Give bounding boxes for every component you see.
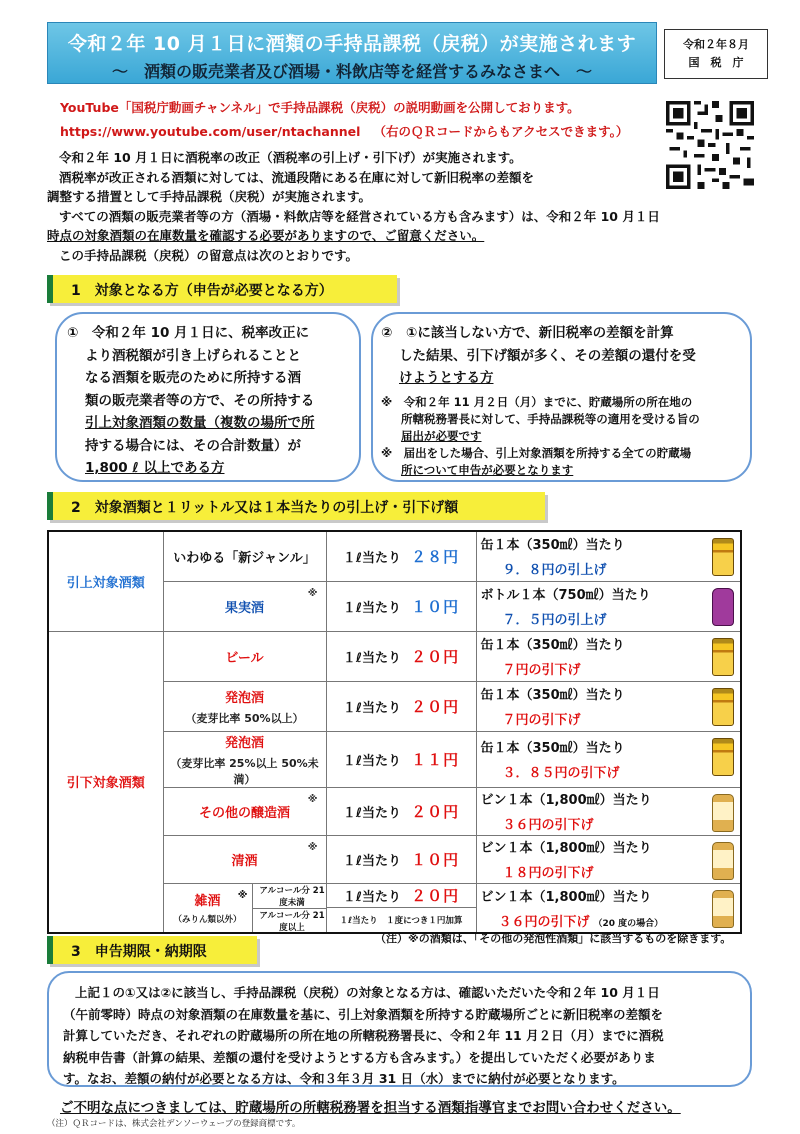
section1-heading: [47, 275, 397, 303]
left-line-7: 1,800 ℓ 以上である方: [85, 460, 225, 476]
unit-label: ビン１本（1,800㎖）当たり: [480, 793, 652, 808]
sake-bottle-icon: [712, 794, 734, 832]
unit-label: 缶１本（350㎖）当たり: [480, 638, 625, 653]
unit-label: 缶１本（350㎖）当たり: [480, 538, 625, 554]
diff-note: （20 度の場合）: [593, 918, 664, 929]
per-unit-cell: [476, 731, 741, 787]
liquor-name: 発泡酒 （麦芽比率 50%以上）: [163, 681, 326, 731]
section1-right-box: [371, 312, 752, 482]
section3-text: [63, 982, 743, 1090]
right-note-4: ※ 届出をした場合、引上対象酒類を所持する全ての貯蔵場: [381, 446, 692, 460]
category-up: 引上対象酒類: [48, 531, 163, 631]
diff-amount: ９．８円の引上げ: [502, 563, 607, 579]
rate-per-liter: １ℓ当たり １０円: [326, 835, 476, 883]
right-box-text: [381, 322, 696, 390]
section3-number: 3: [71, 944, 81, 960]
per-unit-cell: [476, 787, 741, 835]
right-note-3: 届出が必要です: [401, 429, 482, 443]
sake-bottle-icon: [712, 842, 734, 880]
left-line-4: 類の販売業者等の方で、その所持する: [85, 392, 315, 409]
intro-p1: 令和２年 10 月１日に酒税率の改正（酒税率の引上げ・引下げ）が実施されます。: [59, 150, 522, 165]
s3-line-1: 上記１の①又は②に該当し、手持品課税（戻税）の対象となる方は、確認いただいた令和２年 10 月１日: [75, 985, 660, 1000]
header-banner: [47, 22, 657, 84]
rate-per-liter: １ℓ当たり ２０円: [326, 681, 476, 731]
rate-amount: １１円: [411, 750, 460, 769]
wine-bottle-icon: [712, 588, 734, 626]
section3-heading: [47, 936, 257, 964]
left-line-1: ① 令和２年 10 月１日に、税率改正に: [67, 325, 310, 341]
issue-date-box: [664, 29, 768, 79]
rate-per-liter: １ℓ当たり １０円: [326, 581, 476, 631]
youtube-notice: YouTube「国税庁動画チャンネル」で手持品課税（戻税）の説明動画を公開しております。: [60, 100, 580, 115]
intro-p2b: 調整する措置として手持品課税（戻税）が実施されます。: [47, 189, 372, 204]
diff-amount: １８円の引下げ: [502, 866, 594, 881]
section1-title: 対象となる方（申告が必要となる方）: [94, 283, 333, 299]
rate-table: [47, 530, 742, 934]
intro-p3a: すべての酒類の販売業者等の方（酒場・料飲店等を経営されている方も含みます）は、令和２年 10 月１日: [59, 208, 660, 224]
liquor-name: いわゆる「新ジャンル」: [163, 531, 326, 581]
intro-p3b: 時点の対象酒類の在庫数量を確認する必要がありますので、ご留意ください。: [47, 228, 485, 243]
rate-per-liter: １ℓ当たり １１円: [326, 731, 476, 787]
table-footnote: （注）※の酒類は、「その他の発泡性酒類」に該当するものを除きます。: [375, 932, 732, 945]
page-subtitle: 〜 酒類の販売業者及び酒場・料飲店等を経営するみなさまへ 〜: [111, 62, 592, 81]
left-line-2: より酒税額が引き上げられることと: [85, 347, 301, 364]
issuing-agency: 国 税 庁: [688, 56, 744, 69]
rate-per-liter: １ℓ当たり ２０円: [326, 787, 476, 835]
section1-number: 1: [71, 283, 81, 299]
unit-label: 缶１本（350㎖）当たり: [480, 688, 625, 703]
right-line-1: ② ①に該当しない方で、新旧税率の差額を計算: [381, 325, 674, 341]
rate-amount: ２０円: [411, 697, 460, 716]
page-title: 令和２年 10 月１日に酒類の手持品課税（戻税）が実施されます: [67, 33, 637, 55]
rate-amount: ２０円: [411, 802, 460, 821]
liquor-name: 清酒 ※: [163, 835, 326, 883]
rate-per-liter: １ℓ当たり ２０円: [326, 883, 476, 908]
issue-date: 令和２年８月: [683, 38, 749, 51]
s3-line-4: 納税申告書（計算の結果、差額の還付を受けようとする方も含みます。）を提出していただく必要がありま: [63, 1049, 656, 1065]
table-row: [48, 531, 741, 581]
qr-access-note: （右のＱＲコードからもアクセスできます。）: [373, 124, 629, 139]
section3-title: 申告期限・納期限: [94, 944, 207, 960]
liquor-name: その他の醸造酒 ※: [163, 787, 326, 835]
rate-per-degree: １ℓ当たり １度につき１円加算: [326, 908, 476, 933]
liquor-name: 発泡酒 （麦芽比率 25%以上 50%未満）: [163, 731, 326, 787]
intro-p2a: 酒税率が改正される酒類に対しては、流通段階にある在庫に対して新旧税率の差額を: [59, 169, 535, 185]
per-unit-cell: [476, 681, 741, 731]
right-note-1: ※ 令和２年 11 月２日（月）までに、貯蔵場所の所在地の: [381, 395, 693, 409]
per-unit-cell: [476, 631, 741, 681]
rate-amount: １０円: [411, 597, 460, 616]
beer-can-icon: [712, 638, 734, 676]
diff-amount: ７円の引下げ: [502, 663, 581, 678]
misc-liquor-sub: （みりん類以外）: [173, 915, 242, 925]
left-line-3: なる酒類を販売のために所持する酒: [85, 370, 301, 386]
section2-heading: [47, 492, 545, 520]
qr-trademark-note: （注）ＱＲコードは、株式会社デンソーウェーブの登録商標です。: [47, 1119, 301, 1129]
right-line-3: けようとする方: [399, 370, 494, 386]
per-unit-cell: [476, 835, 741, 883]
unit-label: ビン１本（1,800㎖）当たり: [480, 889, 652, 905]
sake-bottle-icon: [712, 890, 734, 928]
rate-amount: ２０円: [411, 886, 460, 905]
right-note-2: 所轄税務署長に対して、手持品課税等の適用を受ける旨の: [401, 412, 700, 426]
rate-amount: ２０円: [411, 647, 460, 666]
intro-p4: この手持品課税（戻税）の留意点は次のとおりです。: [59, 247, 359, 263]
category-down: 引下対象酒類: [48, 631, 163, 933]
right-box-notes: [381, 394, 700, 479]
diff-amount: ７円の引下げ: [502, 713, 581, 728]
beer-can-icon: [712, 538, 734, 576]
per-unit-cell: [476, 531, 741, 581]
s3-line-3: 計算していただき、それぞれの貯蔵場所の所在地の所轄税務署長に、令和２年 11 月２日（月）までに酒税: [63, 1028, 664, 1043]
section2-number: 2: [71, 500, 81, 516]
misc-cond-2: アルコール分 21 度以上: [253, 908, 326, 933]
s3-line-5: す。なお、差額の納付が必要となる方は、令和３年３月 31 日（水）までに納付が必要となります。: [63, 1071, 625, 1086]
unit-label: ビン１本（1,800㎖）当たり: [480, 841, 652, 856]
diff-amount: ３６円の引下げ: [502, 818, 594, 833]
section2-title: 対象酒類と１リットル又は１本当たりの引上げ・引下げ額: [94, 500, 459, 516]
per-unit-cell: [476, 581, 741, 631]
misc-star: ※: [237, 889, 248, 901]
left-line-6: 持する場合には、その合計数量）が: [85, 437, 301, 454]
unit-label: 缶１本（350㎖）当たり: [480, 741, 625, 756]
unit-label: ボトル１本（750㎖）当たり: [480, 588, 651, 603]
rate-per-liter: １ℓ当たり ２０円: [326, 631, 476, 681]
rate-amount: １０円: [411, 850, 460, 869]
rate-amount: ２８円: [411, 547, 460, 566]
misc-liquor-name: 雑酒: [194, 894, 221, 909]
left-line-5: 引上対象酒類の数量（複数の場所で所: [85, 415, 315, 431]
liquor-name: 果実酒 ※: [163, 581, 326, 631]
right-note-5: 所について申告が必要となります: [401, 463, 574, 477]
rate-per-liter: １ℓ当たり ２８円: [326, 531, 476, 581]
beer-can-icon: [712, 688, 734, 726]
per-unit-cell: [476, 883, 741, 933]
right-line-2: した結果、引下げ額が多く、その差額の還付を受: [399, 347, 696, 364]
section1-left-box: [55, 312, 361, 482]
table-row: [48, 631, 741, 681]
left-box-text: [67, 322, 315, 480]
diff-amount: ３６円の引下げ: [498, 914, 590, 930]
youtube-url-link[interactable]: https://www.youtube.com/user/ntachannel: [60, 124, 361, 139]
youtube-line: [60, 122, 628, 140]
liquor-name: ビール: [163, 631, 326, 681]
misc-liquor-cell: [163, 883, 326, 933]
misc-cond-1: アルコール分 21 度未満: [259, 885, 325, 908]
contact-notice: ご不明な点につきましては、貯蔵場所の所轄税務署を担当する酒類指導官までお問い合わせください。: [60, 1100, 681, 1116]
section3-box: [47, 971, 752, 1087]
s3-line-2: （午前零時）時点の対象酒類の在庫数量を基に、引上対象酒類を所持する貯蔵場所ごとに新旧税率の差額を: [63, 1006, 664, 1022]
diff-amount: ３．８５円の引下げ: [502, 766, 620, 781]
intro-text: [47, 148, 687, 265]
diff-amount: ７．５円の引上げ: [502, 613, 607, 628]
beer-can-icon: [712, 738, 734, 776]
